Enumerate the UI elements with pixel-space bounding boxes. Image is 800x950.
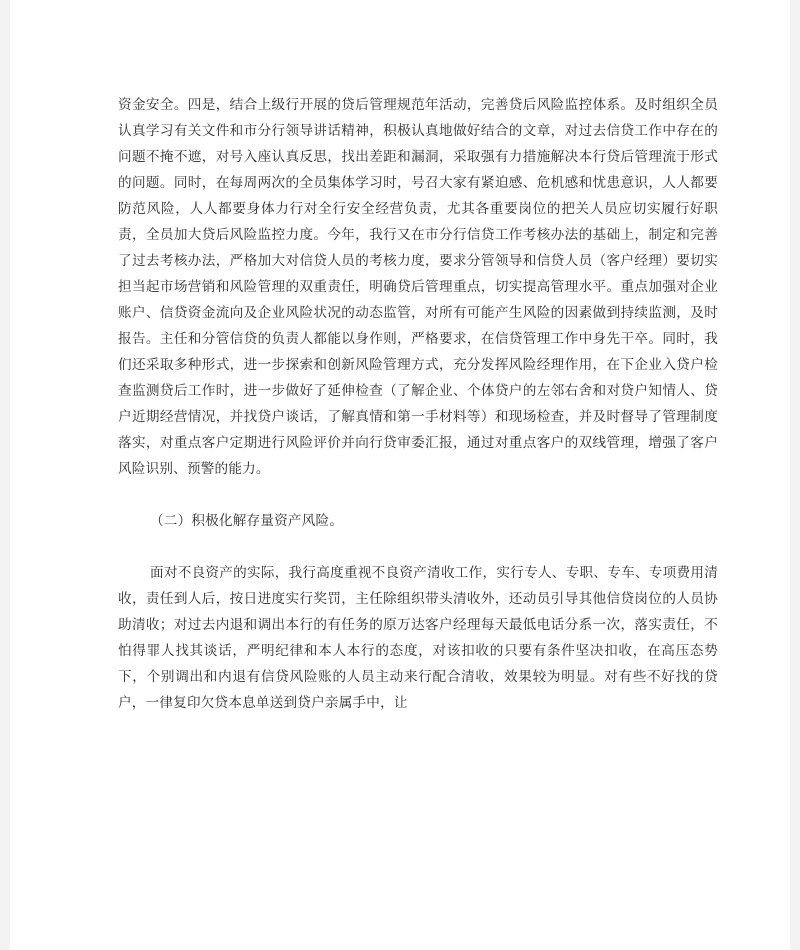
section-heading: （二）积极化解存量资产风险。: [150, 513, 344, 529]
paragraph: 资金安全。四是，结合上级行开展的贷后管理规范年活动，完善贷后风险监控体系。及时组织全员认真学习有关文件和市分行领导讲话精神，积极认真地做好结合的文章，对过去信贷工作中存在的问题不掩不遮，对号入座认真反思，找出差距和漏洞，采取强有力措施解决本行贷后管理流于形式的问题。同时，在每周两次的全员集体学习时，号召大家有紧迫感、危机感和忧患意识，人人都要防范风险，人人都要身体力行对全行安全经营负责，尤其各重要岗位的把关人员应切实履行好职责，全员加大贷后风险监控力度。今年，我行又在市分行信贷工作考核办法的基础上，制定和完善了过去考核办法，严格加大对信贷人员的考核力度，要求分管领导和信贷人员（客户经理）要切实担当起市场营销和风险管理的双重责任，明确贷后管理重点，切实提高管理水平。重点加强对企业账户、信贷资金流向及企业风险状况的动态监管，对所有可能产生风险的因素做到持续监测，及时报告。主任和分管信贷的负责人都能以身作则，严格要求，在信贷管理工作中身先干卒。同时，我们还采取多种形式，进一步探索和创新风险管理方式，充分发挥风险经理作用，在下企业入贷户检查监测贷后工作时，进一步做好了延伸检查（了解企业、个体贷户的左邻右舍和对贷户知情人、贷户近期经营情况，并找贷户谈话，了解真情和第一手材料等）和现场检查，并及时督导了管理制度落实，对重点客户定期进行风险评价并向行贷审委汇报，通过对重点客户的双线管理，增强了客户风险识别、预警的能力。: [118, 97, 718, 477]
document-body: [118, 92, 718, 716]
document-page: [10, 0, 790, 950]
paragraph: 面对不良资产的实际，我行高度重视不良资产清收工作，实行专人、专职、专车、专项费用清收，责任到人后，按日进度实行奖罚，主任除组织带头清收外，还动员引导其他信贷岗位的人员协助清收；对过去内退和调出本行的有任务的原万达客户经理每天最低电话分系一次，落实责任，不怕得罪人找其谈话，严明纪律和本人本行的态度，对该扣收的只要有条件坚决扣收，在高压态势下，个别调出和内退有信贷风险账的人员主动来行配合清收，效果较为明显。对有些不好找的贷户，一律复印欠贷本息单送到贷户亲属手中，让: [118, 565, 718, 711]
